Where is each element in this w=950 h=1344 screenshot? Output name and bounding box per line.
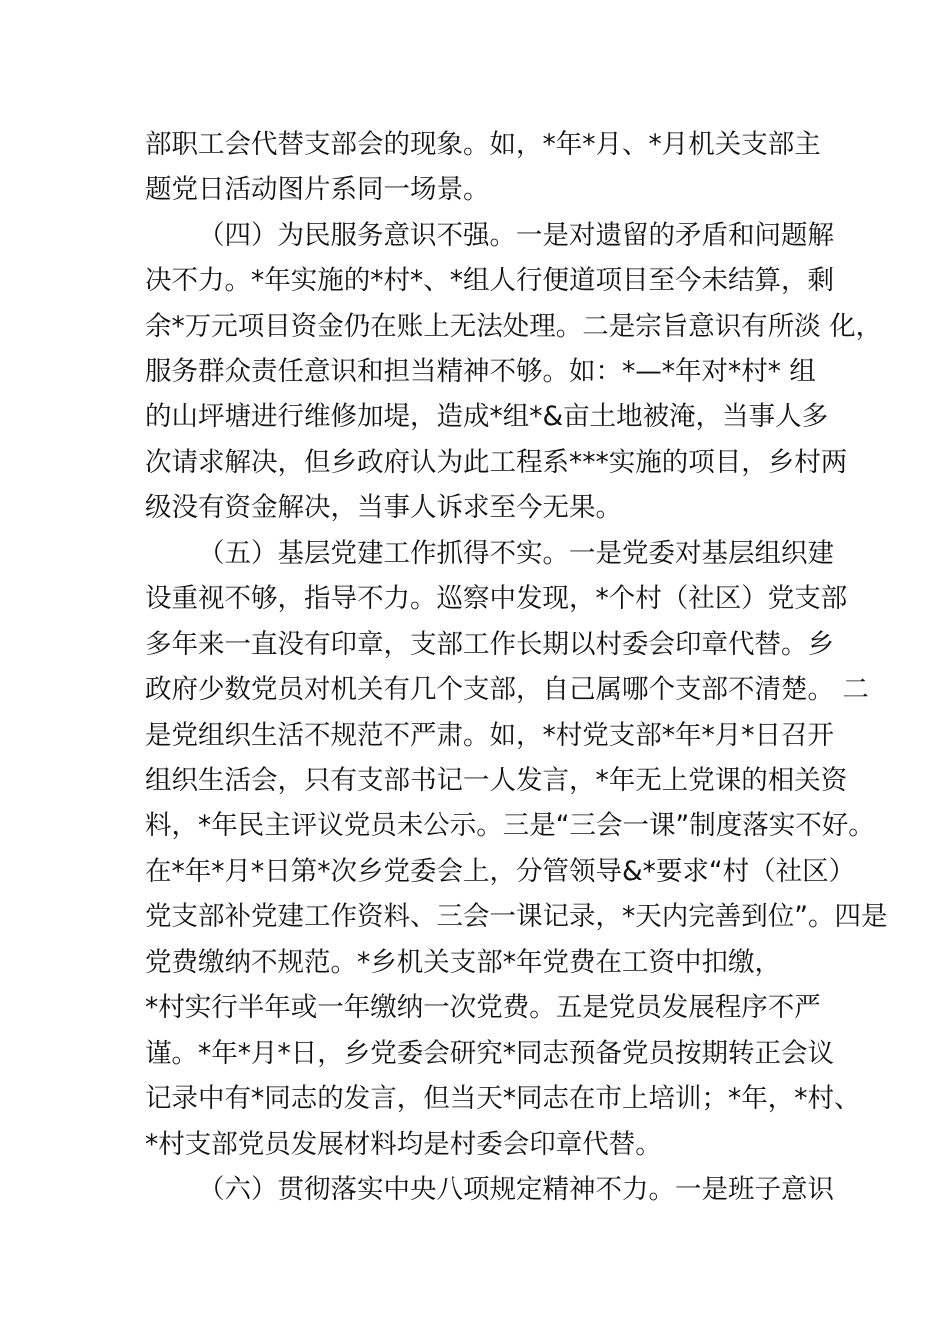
text-line: 在*年*月*日第*次乡党委会上，分管领导&*要求“村（社区） [145, 856, 856, 887]
text-line: *村支部党员发展材料均是村委会印章代替。 [145, 1129, 662, 1160]
text-line: 多年来一直没有印章，支部工作长期以村委会印章代替。乡 [145, 629, 834, 660]
text-line: 党支部补党建工作资料、三会一课记录，*天内完善到位”。四是 [145, 901, 888, 932]
text-line: *村实行半年或一年缴纳一次党费。五是党员发展程序不严 [145, 992, 821, 1023]
text-line: 部职工会代替支部会的现象。如，*年*月、*月机关支部主 [145, 129, 821, 160]
section-heading-four: （四）为民服务意识不强。一是对遗留的矛盾和问题解 [198, 220, 834, 251]
text-line: 谨。*年*月*日，乡党委会研究*同志预备党员按期转正会议 [145, 1038, 834, 1069]
text-line: 设重视不够，指导不力。巡察中发现，*个村（社区）党支部 [145, 583, 848, 614]
text-line: 料，*年民主评议党员未公示。三是“三会一课”制度落实不好。 [145, 810, 875, 841]
text-line: 次请求解决，但乡政府认为此工程系***实施的项目，乡村两 [145, 447, 848, 478]
text-line: 服务群众责任意识和担当精神不够。如：*—*年对*村* 组 [145, 356, 816, 387]
text-line: 余*万元项目资金仍在账上无法处理。二是宗旨意识有所淡 化， [145, 311, 883, 342]
text-line: 组织生活会，只有支部书记一人发言，*年无上党课的相关资 [145, 765, 848, 796]
text-line: 的山坪塘进行维修加堤，造成*组*&亩土地被淹，当事人多 [145, 401, 829, 432]
text-line: 政府少数党员对机关有几个支部，自己属哪个支部不清楚。 二 [145, 674, 869, 705]
section-heading-six: （六）贯彻落实中央八项规定精神不力。一是班子意识 [198, 1174, 834, 1205]
text-line: 题党日活动图片系同一场景。 [145, 174, 490, 205]
text-line: 党费缴纳不规范。*乡机关支部*年党费在工资中扣缴， [145, 947, 781, 978]
text-line: 是党组织生活不规范不严肃。如，*村党支部*年*月*日召开 [145, 720, 834, 751]
section-heading-five: （五）基层党建工作抓得不实。一是党委对基层组织建 [198, 538, 834, 569]
text-line: 记录中有*同志的发言，但当天*同志在市上培训；*年，*村、 [145, 1083, 861, 1114]
text-line: 决不力。*年实施的*村*、*组人行便道项目至今未结算，剩 [145, 265, 834, 296]
text-line: 级没有资金解决，当事人诉求至今无果。 [145, 492, 622, 523]
